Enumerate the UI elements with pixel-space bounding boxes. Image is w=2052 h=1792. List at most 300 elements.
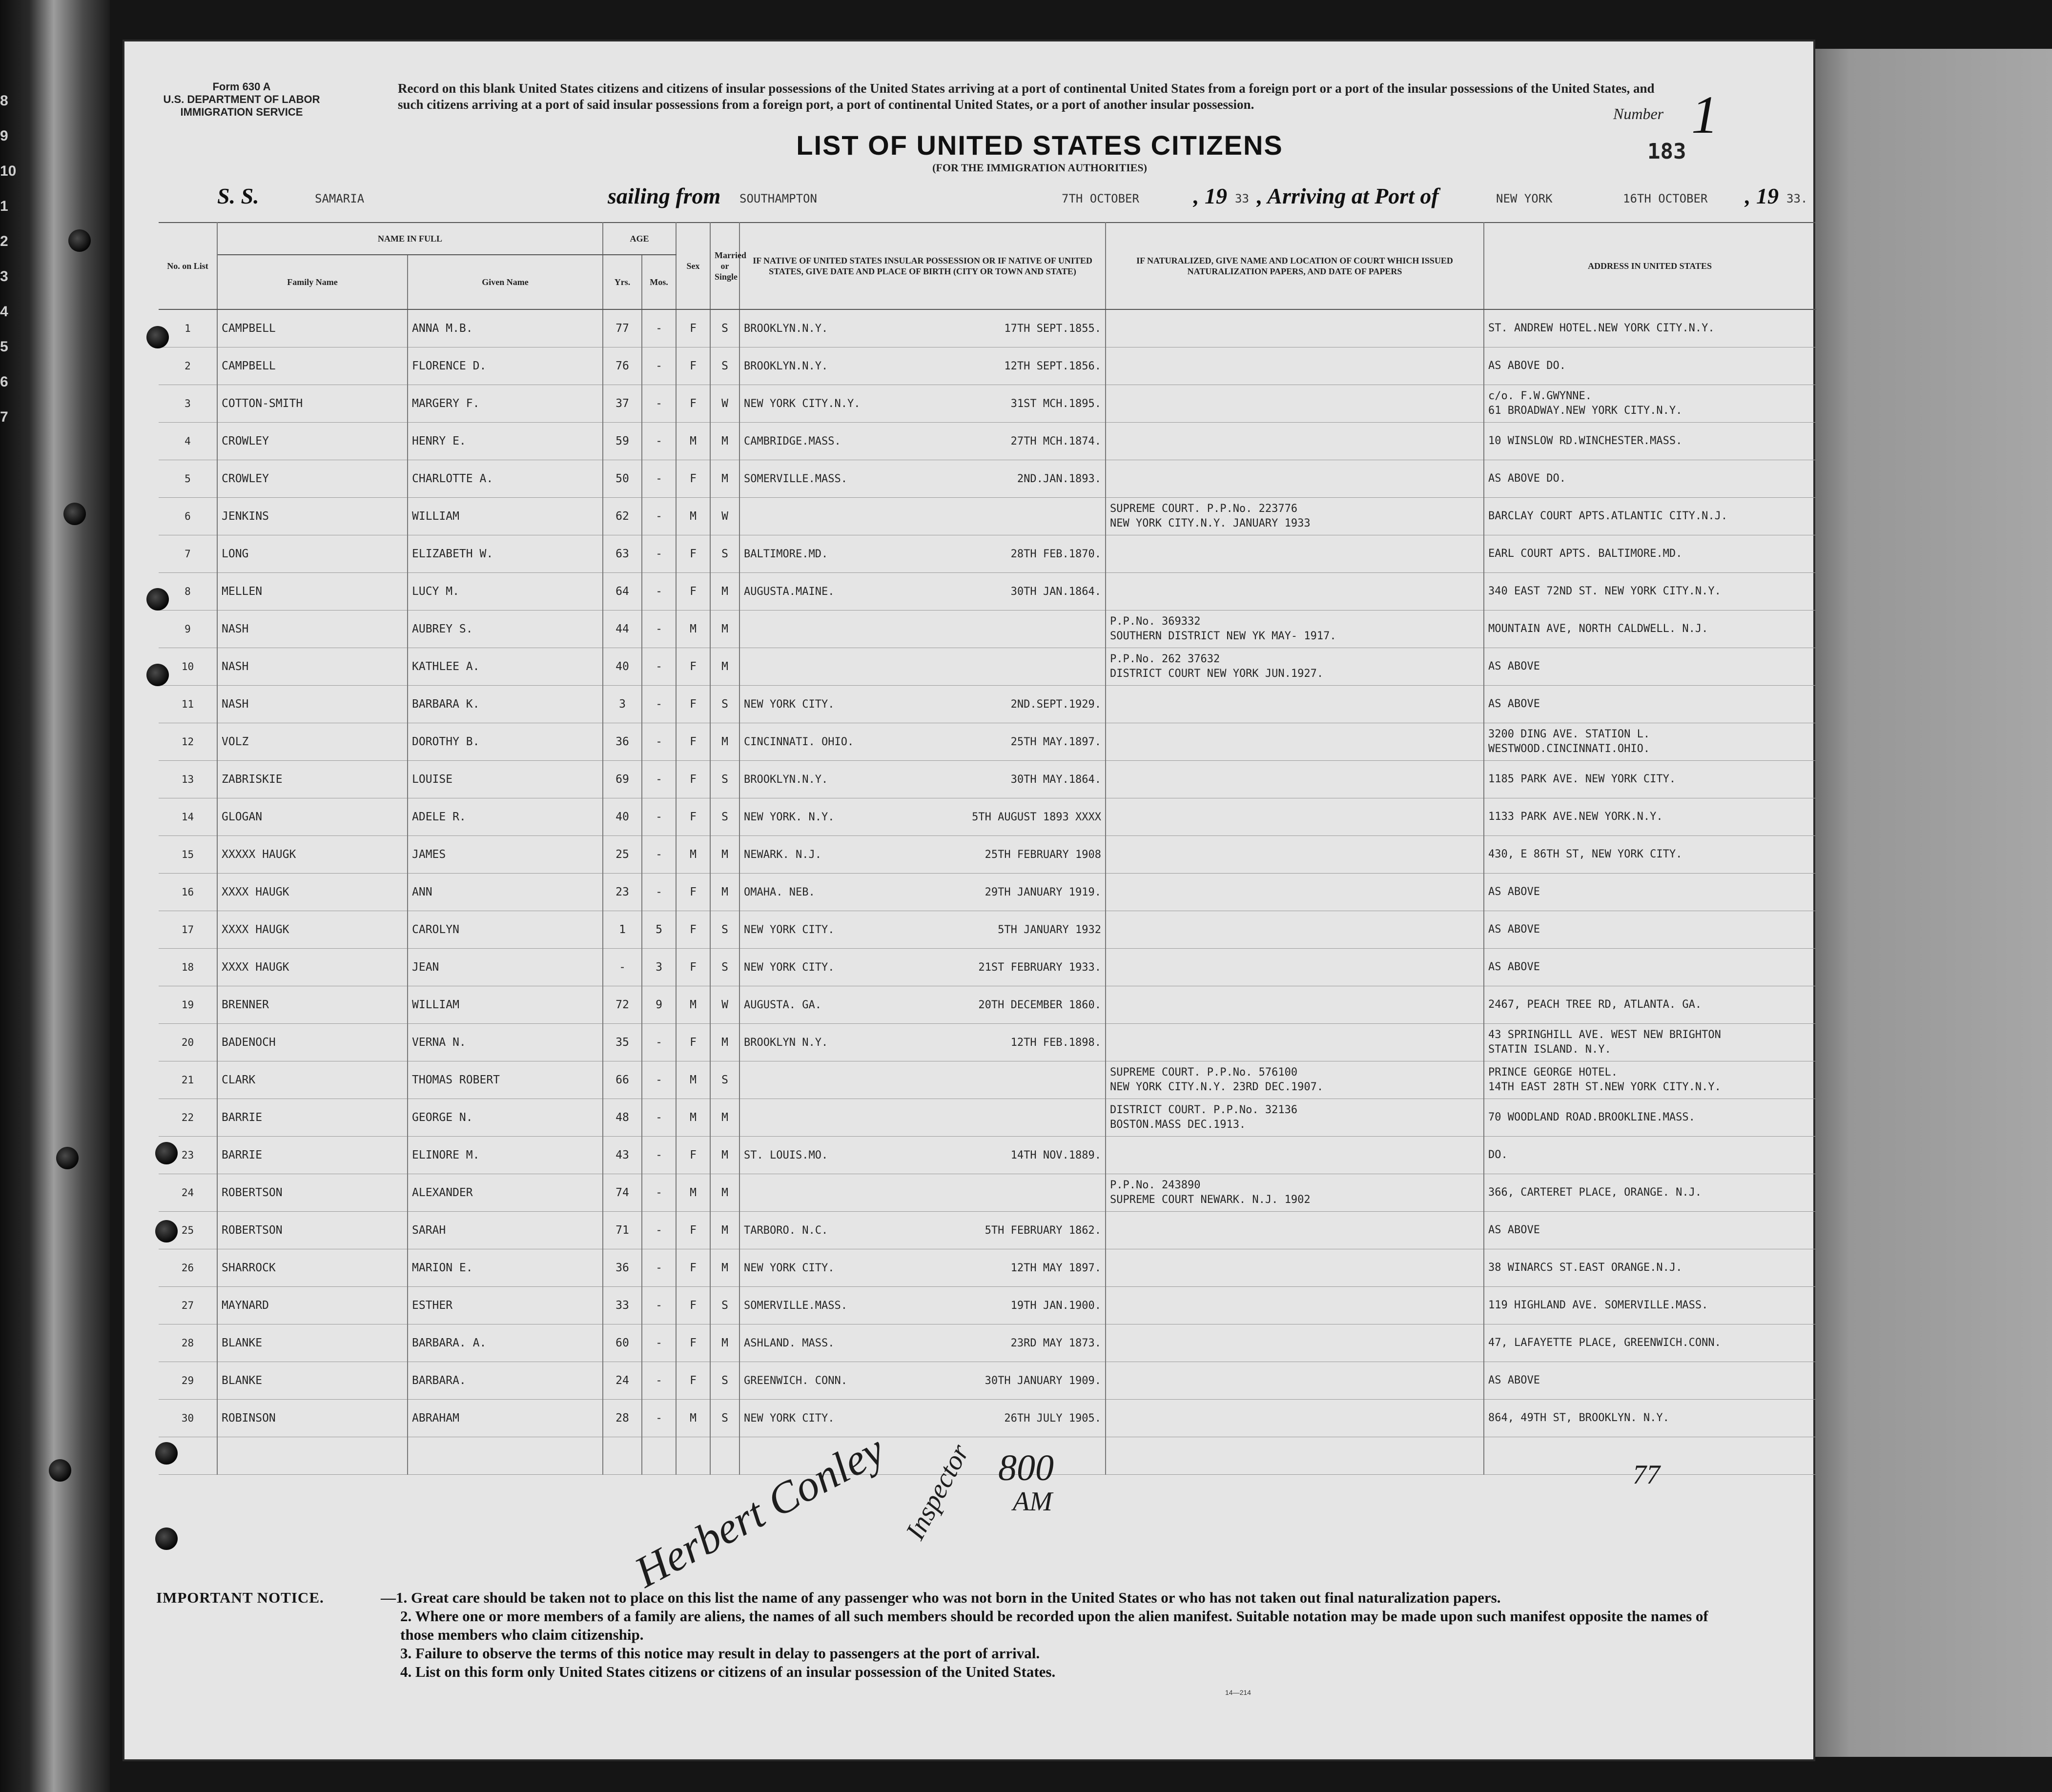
sex-cell: F bbox=[676, 1137, 710, 1174]
given-name-cell: HENRY E. bbox=[408, 423, 603, 460]
sex-cell: F bbox=[676, 949, 710, 986]
family-name-cell: NASH bbox=[217, 686, 408, 723]
birth-info-cell bbox=[739, 309, 1106, 347]
number-value: 1 bbox=[1691, 85, 1718, 144]
birth-info-cell bbox=[739, 347, 1106, 385]
birth-info-cell bbox=[739, 498, 1106, 535]
page-title: LIST OF UNITED STATES CITIZENS bbox=[796, 130, 1283, 161]
age-months-cell: 5 bbox=[642, 911, 676, 949]
age-years-cell: 37 bbox=[603, 385, 642, 423]
age-years-cell: 24 bbox=[603, 1362, 642, 1400]
given-name-cell: SARAH bbox=[408, 1212, 603, 1249]
age-months-cell: - bbox=[642, 761, 676, 798]
given-name-cell: MARION E. bbox=[408, 1249, 603, 1287]
family-name-cell: BADENOCH bbox=[217, 1024, 408, 1061]
given-name-cell: JAMES bbox=[408, 836, 603, 874]
address-cell: AS ABOVE bbox=[1484, 1212, 1816, 1249]
col-given-name: Given Name bbox=[408, 255, 603, 309]
birth-date: 23RD MAY 1873. bbox=[1010, 1337, 1102, 1349]
age-years-cell: 74 bbox=[603, 1174, 642, 1212]
row-number-cell: 21 bbox=[159, 1061, 217, 1099]
birth-info-cell bbox=[739, 1362, 1106, 1400]
inspector-signature: Herbert Conley bbox=[627, 1425, 892, 1597]
table-row bbox=[159, 1099, 1816, 1137]
naturalization-info-cell: P.P.No. 243890 SUPREME COURT NEWARK. N.J. 1902 bbox=[1106, 1174, 1484, 1212]
binder-edge-number: 6 bbox=[0, 374, 8, 390]
age-years-cell: 23 bbox=[603, 874, 642, 911]
birth-place: OMAHA. NEB. bbox=[744, 886, 815, 898]
binder-strip bbox=[0, 0, 110, 1792]
birth-place: TARBORO. N.C. bbox=[744, 1224, 828, 1237]
age-months-cell: - bbox=[642, 1400, 676, 1437]
marital-status-cell: M bbox=[710, 1212, 739, 1249]
birth-date: 2ND.JAN.1893. bbox=[1017, 472, 1102, 485]
table-row bbox=[159, 385, 1816, 423]
given-name-cell: ANN bbox=[408, 874, 603, 911]
given-name-cell: LOUISE bbox=[408, 761, 603, 798]
marital-status-cell: S bbox=[710, 1362, 739, 1400]
punch-hole bbox=[63, 503, 86, 525]
notice-title: IMPORTANT NOTICE. bbox=[156, 1589, 324, 1606]
family-name-cell: JENKINS bbox=[217, 498, 408, 535]
birth-info-cell bbox=[739, 836, 1106, 874]
age-years-cell: 43 bbox=[603, 1137, 642, 1174]
birth-info-cell bbox=[739, 1137, 1106, 1174]
age-months-cell: - bbox=[642, 573, 676, 611]
departure-year-prefix: , 19 bbox=[1193, 183, 1227, 208]
given-name-cell: ANNA M.B. bbox=[408, 309, 603, 347]
inspector-title: Inspector bbox=[900, 1439, 975, 1545]
marital-status-cell: M bbox=[710, 874, 739, 911]
birth-info-cell bbox=[739, 761, 1106, 798]
birth-place: ST. LOUIS.MO. bbox=[744, 1149, 828, 1161]
birth-date: 25TH FEBRUARY 1908 bbox=[985, 848, 1102, 861]
age-months-cell: - bbox=[642, 798, 676, 836]
age-months-cell: - bbox=[642, 1362, 676, 1400]
binder-edge-number: 5 bbox=[0, 339, 8, 355]
marital-status-cell: S bbox=[710, 798, 739, 836]
address-cell: AS ABOVE DO. bbox=[1484, 347, 1816, 385]
table-row bbox=[159, 1362, 1816, 1400]
row-number-cell: 12 bbox=[159, 723, 217, 761]
age-years-cell: 33 bbox=[603, 1287, 642, 1324]
naturalization-info-cell: P.P.No. 262 37632 DISTRICT COURT NEW YORK JUN.1927. bbox=[1106, 648, 1484, 686]
row-number-cell: 5 bbox=[159, 460, 217, 498]
table-row bbox=[159, 986, 1816, 1024]
age-years-cell: 40 bbox=[603, 648, 642, 686]
age-years-cell: 72 bbox=[603, 986, 642, 1024]
row-number-cell: 6 bbox=[159, 498, 217, 535]
given-name-cell: MARGERY F. bbox=[408, 385, 603, 423]
given-name-cell: GEORGE N. bbox=[408, 1099, 603, 1137]
birth-place: NEWARK. N.J. bbox=[744, 848, 821, 861]
punch-hole bbox=[155, 1527, 178, 1550]
col-name-in-full: NAME IN FULL bbox=[217, 223, 603, 255]
sex-cell: F bbox=[676, 761, 710, 798]
family-name-cell: ROBINSON bbox=[217, 1400, 408, 1437]
address-cell: 366, CARTERET PLACE, ORANGE. N.J. bbox=[1484, 1174, 1816, 1212]
address-cell: AS ABOVE bbox=[1484, 949, 1816, 986]
address-cell: BARCLAY COURT APTS.ATLANTIC CITY.N.J. bbox=[1484, 498, 1816, 535]
col-family-name: Family Name bbox=[217, 255, 408, 309]
address-cell: 864, 49TH ST, BROOKLYN. N.Y. bbox=[1484, 1400, 1816, 1437]
naturalization-info-cell bbox=[1106, 1137, 1484, 1174]
family-name-cell: XXXXX HAUGK bbox=[217, 836, 408, 874]
marital-status-cell: S bbox=[710, 535, 739, 573]
binder-edge-number: 2 bbox=[0, 233, 8, 249]
naturalization-info-cell: DISTRICT COURT. P.P.No. 32136 BOSTON.MASS DEC.1913. bbox=[1106, 1099, 1484, 1137]
row-number-cell: 13 bbox=[159, 761, 217, 798]
naturalization-info-cell: P.P.No. 369332 SOUTHERN DISTRICT NEW YK MAY- 1917. bbox=[1106, 611, 1484, 648]
age-years-cell: 36 bbox=[603, 1249, 642, 1287]
birth-date: 27TH MCH.1874. bbox=[1010, 435, 1102, 448]
given-name-cell: ELINORE M. bbox=[408, 1137, 603, 1174]
family-name-cell: BARRIE bbox=[217, 1137, 408, 1174]
age-months-cell: - bbox=[642, 1061, 676, 1099]
family-name-cell: ZABRISKIE bbox=[217, 761, 408, 798]
age-months-cell: - bbox=[642, 1137, 676, 1174]
birth-place: NEW YORK CITY. bbox=[744, 961, 835, 974]
birth-info-cell bbox=[739, 1099, 1106, 1137]
birth-date: 25TH MAY.1897. bbox=[1010, 735, 1102, 748]
number-label: Number bbox=[1613, 105, 1664, 122]
naturalization-info-cell bbox=[1106, 423, 1484, 460]
row-number-cell: 23 bbox=[159, 1137, 217, 1174]
table-row bbox=[159, 686, 1816, 723]
marital-status-cell: M bbox=[710, 1024, 739, 1061]
form-identifier bbox=[154, 81, 329, 119]
department: U.S. DEPARTMENT OF LABOR bbox=[163, 93, 320, 105]
punch-hole bbox=[49, 1459, 71, 1482]
sex-cell: M bbox=[676, 1400, 710, 1437]
age-months-cell: - bbox=[642, 498, 676, 535]
age-months-cell: - bbox=[642, 1174, 676, 1212]
row-number-cell: 24 bbox=[159, 1174, 217, 1212]
inspector-signature-area bbox=[613, 1425, 1198, 1603]
given-name-cell: THOMAS ROBERT bbox=[408, 1061, 603, 1099]
table-row bbox=[159, 611, 1816, 648]
sex-cell: F bbox=[676, 1024, 710, 1061]
given-name-cell: CAROLYN bbox=[408, 911, 603, 949]
age-months-cell: 9 bbox=[642, 986, 676, 1024]
sex-cell: F bbox=[676, 1362, 710, 1400]
row-number-cell: 28 bbox=[159, 1324, 217, 1362]
address-cell: 340 EAST 72ND ST. NEW YORK CITY.N.Y. bbox=[1484, 573, 1816, 611]
birth-date: 30TH JAN.1864. bbox=[1010, 585, 1102, 598]
col-married-single: Married or Single bbox=[710, 223, 739, 309]
address-cell: 70 WOODLAND ROAD.BROOKLINE.MASS. bbox=[1484, 1099, 1816, 1137]
given-name-cell: BARBARA K. bbox=[408, 686, 603, 723]
given-name-cell: WILLIAM bbox=[408, 986, 603, 1024]
form-code: 14—214 bbox=[1225, 1689, 1251, 1696]
sailing-from-label: sailing from bbox=[608, 183, 721, 208]
ship-name: SAMARIA bbox=[315, 192, 365, 205]
row-number-cell: 7 bbox=[159, 535, 217, 573]
age-years-cell: 64 bbox=[603, 573, 642, 611]
naturalization-info-cell bbox=[1106, 911, 1484, 949]
binder-edge-number: 1 bbox=[0, 198, 8, 214]
table-row bbox=[159, 1400, 1816, 1437]
birth-date: 30TH MAY.1864. bbox=[1010, 773, 1102, 786]
family-name-cell: SHARROCK bbox=[217, 1249, 408, 1287]
departure-year: 33 bbox=[1235, 192, 1249, 205]
naturalization-info-cell bbox=[1106, 949, 1484, 986]
table-row bbox=[159, 1024, 1816, 1061]
age-years-cell: 40 bbox=[603, 798, 642, 836]
col-age: AGE bbox=[603, 223, 676, 255]
address-cell: EARL COURT APTS. BALTIMORE.MD. bbox=[1484, 535, 1816, 573]
sex-cell: M bbox=[676, 1174, 710, 1212]
address-cell: 119 HIGHLAND AVE. SOMERVILLE.MASS. bbox=[1484, 1287, 1816, 1324]
age-months-cell: - bbox=[642, 874, 676, 911]
address-cell: 2467, PEACH TREE RD, ATLANTA. GA. bbox=[1484, 986, 1816, 1024]
departure-date: 7TH OCTOBER bbox=[1062, 192, 1139, 205]
birth-date: 26TH JULY 1905. bbox=[1004, 1412, 1102, 1425]
table-row bbox=[159, 1287, 1816, 1324]
table-row bbox=[159, 949, 1816, 986]
marital-status-cell: S bbox=[710, 1400, 739, 1437]
row-number-cell: 10 bbox=[159, 648, 217, 686]
age-years-cell: 62 bbox=[603, 498, 642, 535]
age-months-cell: - bbox=[642, 1324, 676, 1362]
row-number-cell: 22 bbox=[159, 1099, 217, 1137]
col-birth: IF NATIVE OF UNITED STATES INSULAR POSSESSION OR IF NATIVE OF UNITED STATES, GIVE DATE AND PLACE OF BIRTH (CITY OR TOWN AND STATE) bbox=[739, 223, 1106, 309]
age-years-cell: 44 bbox=[603, 611, 642, 648]
birth-info-cell bbox=[739, 423, 1106, 460]
binder-edge-number: 8 bbox=[0, 93, 8, 109]
age-years-cell: 1 bbox=[603, 911, 642, 949]
birth-info-cell bbox=[739, 949, 1106, 986]
age-years-cell: 71 bbox=[603, 1212, 642, 1249]
given-name-cell: BARBARA. A. bbox=[408, 1324, 603, 1362]
sex-cell: M bbox=[676, 498, 710, 535]
naturalization-info-cell bbox=[1106, 535, 1484, 573]
birth-date: 28TH FEB.1870. bbox=[1010, 548, 1102, 560]
age-months-cell: - bbox=[642, 385, 676, 423]
birth-date: 14TH NOV.1889. bbox=[1010, 1149, 1102, 1161]
col-sex: Sex bbox=[676, 223, 710, 309]
family-name-cell: LONG bbox=[217, 535, 408, 573]
given-name-cell: CHARLOTTE A. bbox=[408, 460, 603, 498]
family-name-cell: NASH bbox=[217, 611, 408, 648]
sex-cell: M bbox=[676, 836, 710, 874]
punch-hole bbox=[146, 326, 169, 348]
given-name-cell: ABRAHAM bbox=[408, 1400, 603, 1437]
address-cell: ST. ANDREW HOTEL.NEW YORK CITY.N.Y. bbox=[1484, 309, 1816, 347]
given-name-cell: ADELE R. bbox=[408, 798, 603, 836]
age-months-cell: - bbox=[642, 1249, 676, 1287]
naturalization-info-cell bbox=[1106, 385, 1484, 423]
birth-date: 29TH JANUARY 1919. bbox=[985, 886, 1102, 898]
birth-date: 2ND.SEPT.1929. bbox=[1010, 698, 1102, 711]
family-name-cell: XXXX HAUGK bbox=[217, 874, 408, 911]
sex-cell: F bbox=[676, 347, 710, 385]
sex-cell: F bbox=[676, 798, 710, 836]
citizens-table bbox=[159, 222, 1816, 1475]
arrival-year-prefix: , 19 bbox=[1745, 183, 1779, 208]
address-cell: AS ABOVE bbox=[1484, 1362, 1816, 1400]
birth-info-cell bbox=[739, 874, 1106, 911]
birth-date: 31ST MCH.1895. bbox=[1010, 397, 1102, 410]
birth-info-cell bbox=[739, 648, 1106, 686]
naturalization-info-cell: SUPREME COURT. P.P.No. 223776 NEW YORK CITY.N.Y. JANUARY 1933 bbox=[1106, 498, 1484, 535]
address-cell: 47, LAFAYETTE PLACE, GREENWICH.CONN. bbox=[1484, 1324, 1816, 1362]
birth-date: 5TH FEBRUARY 1862. bbox=[985, 1224, 1102, 1237]
birth-info-cell bbox=[739, 1287, 1106, 1324]
naturalization-info-cell bbox=[1106, 686, 1484, 723]
sex-cell: F bbox=[676, 648, 710, 686]
marital-status-cell: S bbox=[710, 686, 739, 723]
table-row bbox=[159, 460, 1816, 498]
table-row bbox=[159, 911, 1816, 949]
address-cell: 1185 PARK AVE. NEW YORK CITY. bbox=[1484, 761, 1816, 798]
notice-item-3: 3. Failure to observe the terms of this notice may result in delay to passengers at the port of arrival. bbox=[400, 1645, 1040, 1662]
row-number-cell: 19 bbox=[159, 986, 217, 1024]
table-row bbox=[159, 573, 1816, 611]
birth-place: BROOKLYN N.Y. bbox=[744, 1036, 828, 1049]
age-months-cell: - bbox=[642, 836, 676, 874]
birth-date: 5TH JANUARY 1932 bbox=[998, 923, 1102, 936]
age-years-cell: 36 bbox=[603, 723, 642, 761]
birth-place: BALTIMORE.MD. bbox=[744, 548, 828, 560]
table-row bbox=[159, 423, 1816, 460]
birth-place: AUGUSTA. GA. bbox=[744, 998, 821, 1011]
row-number-cell: 25 bbox=[159, 1212, 217, 1249]
family-name-cell: BLANKE bbox=[217, 1324, 408, 1362]
row-number-cell: 4 bbox=[159, 423, 217, 460]
arrival-port: NEW YORK bbox=[1496, 192, 1553, 205]
table-row bbox=[159, 648, 1816, 686]
birth-place: SOMERVILLE.MASS. bbox=[744, 1299, 847, 1312]
age-years-cell: 35 bbox=[603, 1024, 642, 1061]
birth-info-cell bbox=[739, 1174, 1106, 1212]
age-months-cell: - bbox=[642, 460, 676, 498]
ss-label: S. S. bbox=[217, 183, 259, 208]
birth-date: 12TH SEPT.1856. bbox=[1004, 360, 1102, 372]
birth-place: BROOKLYN.N.Y. bbox=[744, 322, 828, 335]
table-row bbox=[159, 309, 1816, 347]
family-name-cell: XXXX HAUGK bbox=[217, 911, 408, 949]
naturalization-info-cell bbox=[1106, 309, 1484, 347]
col-no-on-list: No. on List bbox=[159, 223, 217, 309]
naturalization-info-cell bbox=[1106, 1024, 1484, 1061]
age-months-cell: - bbox=[642, 648, 676, 686]
table-row bbox=[159, 1061, 1816, 1099]
age-months-cell: - bbox=[642, 423, 676, 460]
given-name-cell: ESTHER bbox=[408, 1287, 603, 1324]
address-cell: PRINCE GEORGE HOTEL. 14TH EAST 28TH ST.NEW YORK CITY.N.Y. bbox=[1484, 1061, 1816, 1099]
naturalization-info-cell bbox=[1106, 986, 1484, 1024]
row-number-cell: 18 bbox=[159, 949, 217, 986]
marital-status-cell: W bbox=[710, 498, 739, 535]
address-cell: AS ABOVE bbox=[1484, 911, 1816, 949]
family-name-cell: VOLZ bbox=[217, 723, 408, 761]
address-cell: AS ABOVE DO. bbox=[1484, 460, 1816, 498]
address-cell: 1133 PARK AVE.NEW YORK.N.Y. bbox=[1484, 798, 1816, 836]
given-name-cell: BARBARA. bbox=[408, 1362, 603, 1400]
naturalization-info-cell bbox=[1106, 761, 1484, 798]
birth-info-cell bbox=[739, 535, 1106, 573]
marital-status-cell: S bbox=[710, 309, 739, 347]
passenger-count-mark: 77 bbox=[1633, 1460, 1660, 1490]
manifest-page bbox=[124, 41, 1813, 1759]
record-note: Record on this blank United States citizens and citizens of insular possessions of the United States arriving at a port of continental United States from a foreign port or a port of the insular possessions of the United States, and such citizens arriving at a port of said insular possessions from a foreign port, a port of continental United States, or a port of another insular possession. bbox=[398, 81, 1655, 112]
binder-edge-number: 9 bbox=[0, 128, 8, 144]
family-name-cell: XXXX HAUGK bbox=[217, 949, 408, 986]
marital-status-cell: M bbox=[710, 648, 739, 686]
col-yrs: Yrs. bbox=[603, 255, 642, 309]
marital-status-cell: S bbox=[710, 1061, 739, 1099]
naturalization-info-cell bbox=[1106, 347, 1484, 385]
sex-cell: M bbox=[676, 611, 710, 648]
notice-item-4: 4. List on this form only United States citizens or citizens of an insular possession of the United States. bbox=[400, 1663, 1056, 1680]
sex-cell: F bbox=[676, 460, 710, 498]
marital-status-cell: M bbox=[710, 1099, 739, 1137]
table-row bbox=[159, 1174, 1816, 1212]
address-cell: 430, E 86TH ST, NEW YORK CITY. bbox=[1484, 836, 1816, 874]
age-years-cell: 76 bbox=[603, 347, 642, 385]
birth-info-cell bbox=[739, 986, 1106, 1024]
row-number-cell: 17 bbox=[159, 911, 217, 949]
birth-date: 20TH DECEMBER 1860. bbox=[978, 998, 1102, 1011]
address-cell: AS ABOVE bbox=[1484, 648, 1816, 686]
sex-cell: M bbox=[676, 1061, 710, 1099]
row-number-cell: 16 bbox=[159, 874, 217, 911]
given-name-cell: DOROTHY B. bbox=[408, 723, 603, 761]
sex-cell: F bbox=[676, 1249, 710, 1287]
age-years-cell: 48 bbox=[603, 1099, 642, 1137]
binder-edge-number: 3 bbox=[0, 268, 8, 285]
sex-cell: F bbox=[676, 723, 710, 761]
given-name-cell: WILLIAM bbox=[408, 498, 603, 535]
family-name-cell: CAMPBELL bbox=[217, 309, 408, 347]
age-months-cell: - bbox=[642, 347, 676, 385]
family-name-cell: GLOGAN bbox=[217, 798, 408, 836]
punch-hole bbox=[56, 1147, 79, 1169]
birth-info-cell bbox=[739, 1400, 1106, 1437]
birth-place: BROOKLYN.N.Y. bbox=[744, 360, 828, 372]
table-row bbox=[159, 723, 1816, 761]
birth-place: CAMBRIDGE.MASS. bbox=[744, 435, 841, 448]
age-years-cell: 63 bbox=[603, 535, 642, 573]
naturalization-info-cell bbox=[1106, 836, 1484, 874]
arrival-year: 33. bbox=[1786, 192, 1808, 205]
row-number-cell: 27 bbox=[159, 1287, 217, 1324]
birth-info-cell bbox=[739, 611, 1106, 648]
birth-info-cell bbox=[739, 573, 1106, 611]
age-months-cell: - bbox=[642, 686, 676, 723]
birth-place: SOMERVILLE.MASS. bbox=[744, 472, 847, 485]
address-cell: AS ABOVE bbox=[1484, 686, 1816, 723]
naturalization-info-cell bbox=[1106, 1249, 1484, 1287]
inspection-time-unit: AM bbox=[1013, 1487, 1052, 1517]
birth-info-cell bbox=[739, 1212, 1106, 1249]
marital-status-cell: W bbox=[710, 385, 739, 423]
naturalization-info-cell bbox=[1106, 874, 1484, 911]
family-name-cell: ROBERTSON bbox=[217, 1174, 408, 1212]
age-years-cell: 28 bbox=[603, 1400, 642, 1437]
birth-place: NEW YORK CITY. bbox=[744, 1412, 835, 1425]
birth-place: NEW YORK CITY.N.Y. bbox=[744, 397, 861, 410]
row-number-cell: 29 bbox=[159, 1362, 217, 1400]
birth-info-cell bbox=[739, 385, 1106, 423]
marital-status-cell: S bbox=[710, 347, 739, 385]
age-years-cell: - bbox=[603, 949, 642, 986]
given-name-cell: VERNA N. bbox=[408, 1024, 603, 1061]
given-name-cell: JEAN bbox=[408, 949, 603, 986]
table-row bbox=[159, 498, 1816, 535]
sex-cell: F bbox=[676, 911, 710, 949]
